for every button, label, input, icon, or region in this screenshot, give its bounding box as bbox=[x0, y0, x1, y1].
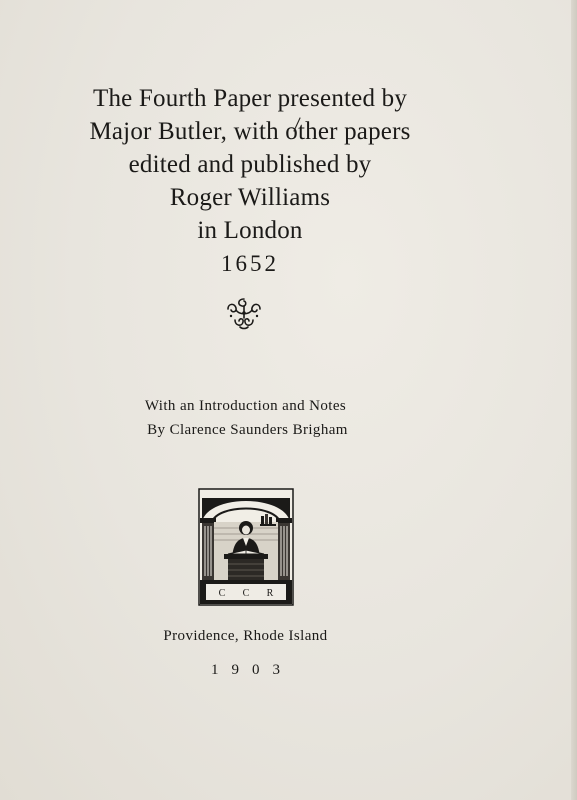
imprint-year: 1903 bbox=[211, 662, 293, 678]
book-title bbox=[0, 82, 500, 280]
introduction-credit bbox=[0, 394, 491, 442]
introduction-note: With an Introduction and Notes bbox=[144, 398, 347, 414]
imprint bbox=[0, 624, 491, 682]
device-letter-3: R bbox=[266, 588, 274, 599]
title-line-1: The Fourth Paper presented by bbox=[92, 85, 408, 112]
printers-flourish-icon bbox=[224, 296, 264, 330]
title-line-4: Roger Williams bbox=[169, 184, 331, 211]
title-line-3: edited and published by bbox=[128, 151, 372, 178]
imprint-place: Providence, Rhode Island bbox=[163, 628, 328, 644]
title-year: 1652 bbox=[221, 251, 279, 276]
title-line-2: Major Butler, with other papers bbox=[89, 118, 411, 145]
device-letter-1: C bbox=[218, 588, 226, 599]
title-line-5: in London bbox=[197, 217, 303, 244]
device-letter-2: C bbox=[242, 588, 250, 599]
editor-credit: By Clarence Saunders Brigham bbox=[147, 422, 348, 438]
printers-device-emblem-icon bbox=[198, 488, 294, 606]
pen-mark-icon bbox=[293, 117, 301, 132]
